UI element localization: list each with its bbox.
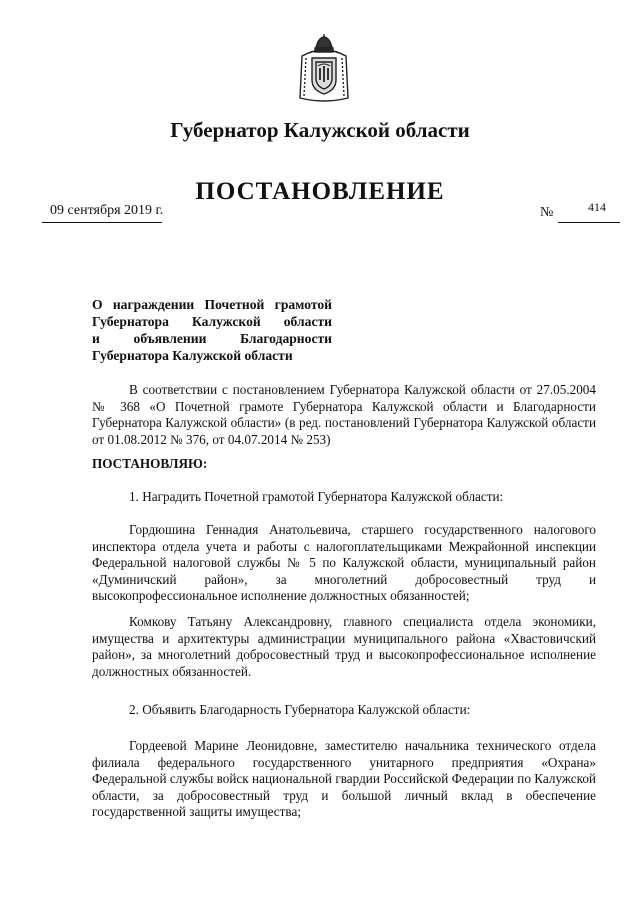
clause-2-heading: 2. Объявить Благодарность Губернатора Калужской области: — [129, 702, 471, 717]
coat-of-arms-icon — [296, 34, 352, 104]
document-number: 414 — [588, 200, 606, 214]
decree-word: ПОСТАНОВЛЯЮ: — [92, 456, 208, 471]
document-date: 09 сентября 2019 г. — [50, 203, 164, 218]
gratitude-paragraph: Гордеевой Марине Леонидовне, заместителю начальника технического отдела филиала федерального государственного унитарного предприятия «Охрана» Федеральной службы войск национальной гвардии Российской Федерации по Калужской области, за добросовестный труд и большой личный вклад в обеспечение государственной защиты имущества; — [92, 738, 596, 820]
clause-1-heading: 1. Наградить Почетной грамотой Губернатора Калужской области: — [129, 489, 504, 504]
preamble-paragraph: В соответствии с постановлением Губернатора Калужской области от 27.05.2004 № 368 «О Почетной грамоте Губернатора Калужской области и Благодарности Губернатора Калужской области» (в ред. постановлений Губернатора Калужской области от 01.08.2012 № 376, от 04.07.2014 № 253) — [92, 382, 596, 447]
date-underline — [42, 222, 162, 223]
award-paragraph: Комкову Татьяну Александровну, главного специалиста отдела экономики, имущества и архитектуры администрации муниципального района «Хвастовичский район», за многолетний добросовестный труд и высокопрофессиональное исполнение должностных обязанностей. — [92, 614, 596, 679]
award-paragraph: Гордюшина Геннадия Анатольевича, старшего государственного налогового инспектора отдела учета и работы с налогоплательщиками Межрайонной инспекции Федеральной налоговой службы № 5 по Калужской области, муниципальный район «Думиничский район», за многолетний добросовестный труд и высокопрофессиональное исполнение должностных обязанностей; — [92, 522, 596, 604]
document-subject — [92, 296, 332, 364]
number-label: № — [540, 205, 554, 220]
subject-line: и объявлении Благодарности — [92, 331, 332, 346]
number-underline — [558, 222, 620, 223]
document-type-title: ПОСТАНОВЛЕНИЕ — [195, 178, 445, 205]
subject-line: Губернатора Калужской области — [92, 314, 332, 329]
issuing-authority: Губернатор Калужской области — [170, 118, 470, 142]
subject-line: Губернатора Калужской области — [92, 348, 293, 363]
subject-line: О награждении Почетной грамотой — [92, 297, 332, 312]
